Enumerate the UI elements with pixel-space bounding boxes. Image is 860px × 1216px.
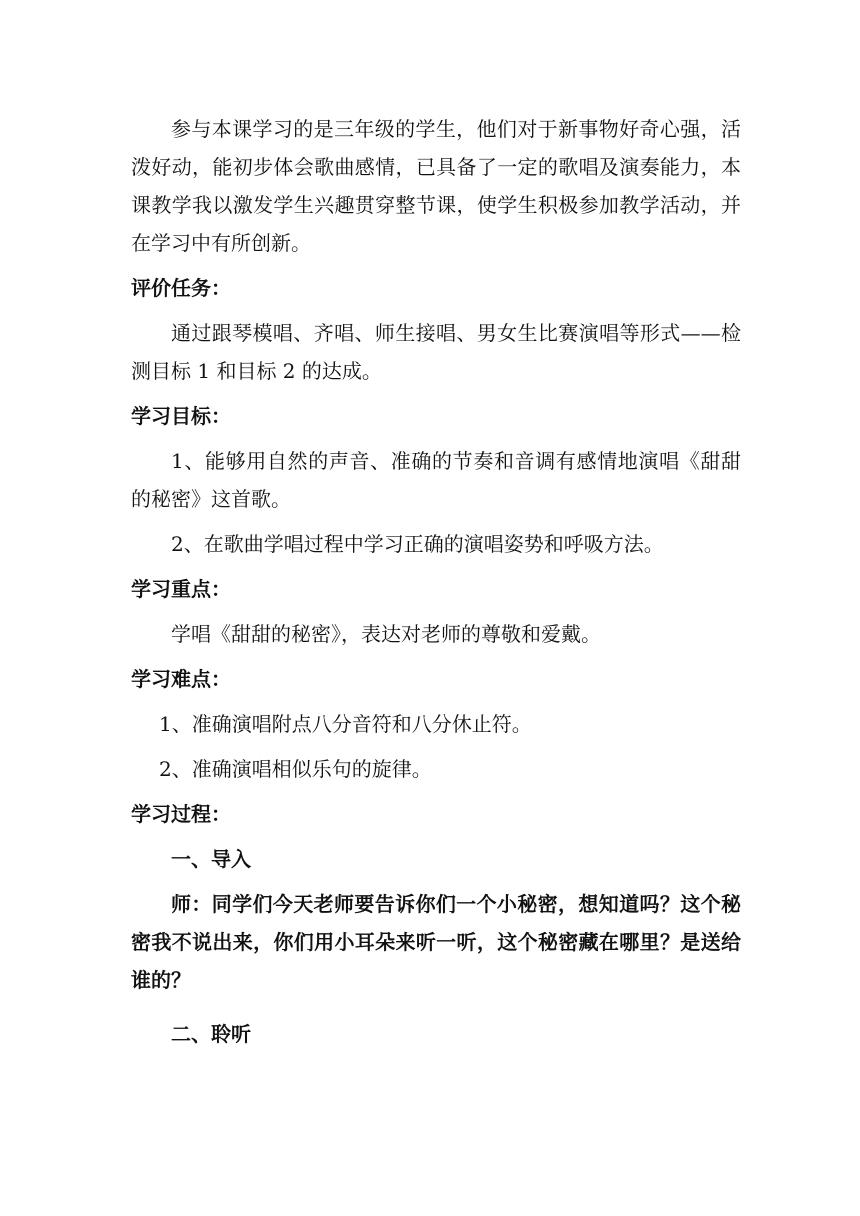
- difficulty-item-1: 1、准确演唱附点八分音符和八分休止符。: [159, 712, 532, 736]
- spacer: [131, 1006, 741, 1015]
- document-page: [131, 110, 741, 1060]
- step-1-title: 一、导入: [171, 847, 251, 871]
- key-heading: 学习重点：: [131, 577, 231, 601]
- step-2-title: 二、聆听: [171, 1022, 251, 1046]
- teacher-paragraph: 师：同学们今天老师要告诉你们一个小秘密，想知道吗？这个秘密我不说出来，你们用小耳朵来听一听，这个秘密藏在哪里？是送给谁的？: [131, 892, 741, 992]
- eval-heading: 评价任务：: [131, 276, 231, 300]
- eval-paragraph: 通过跟琴模唱、齐唱、师生接唱、男女生比赛演唱等形式——检测目标 1 和目标 2 的达成。: [131, 321, 741, 383]
- difficulty-heading: 学习难点：: [131, 667, 231, 691]
- intro-paragraph: 参与本课学习的是三年级的学生，他们对于新事物好奇心强，活泼好动，能初步体会歌曲感情，已具备了一定的歌唱及演奏能力，本课教学我以激发学生兴趣贯穿整节课，使学生积极参加教学活动，并在学习中有所创新。: [131, 117, 741, 255]
- goals-heading: 学习目标：: [131, 404, 231, 428]
- process-heading: 学习过程：: [131, 802, 231, 826]
- difficulty-item-2: 2、准确演唱相似乐句的旋律。: [159, 757, 432, 781]
- goal-item-2: 2、在歌曲学唱过程中学习正确的演唱姿势和呼吸方法。: [171, 532, 664, 556]
- goal-item-1: 1、能够用自然的声音、准确的节奏和音调有感情地演唱《甜甜的秘密》这首歌。: [131, 449, 741, 511]
- key-paragraph: 学唱《甜甜的秘密》，表达对老师的尊敬和爱戴。: [171, 622, 601, 646]
